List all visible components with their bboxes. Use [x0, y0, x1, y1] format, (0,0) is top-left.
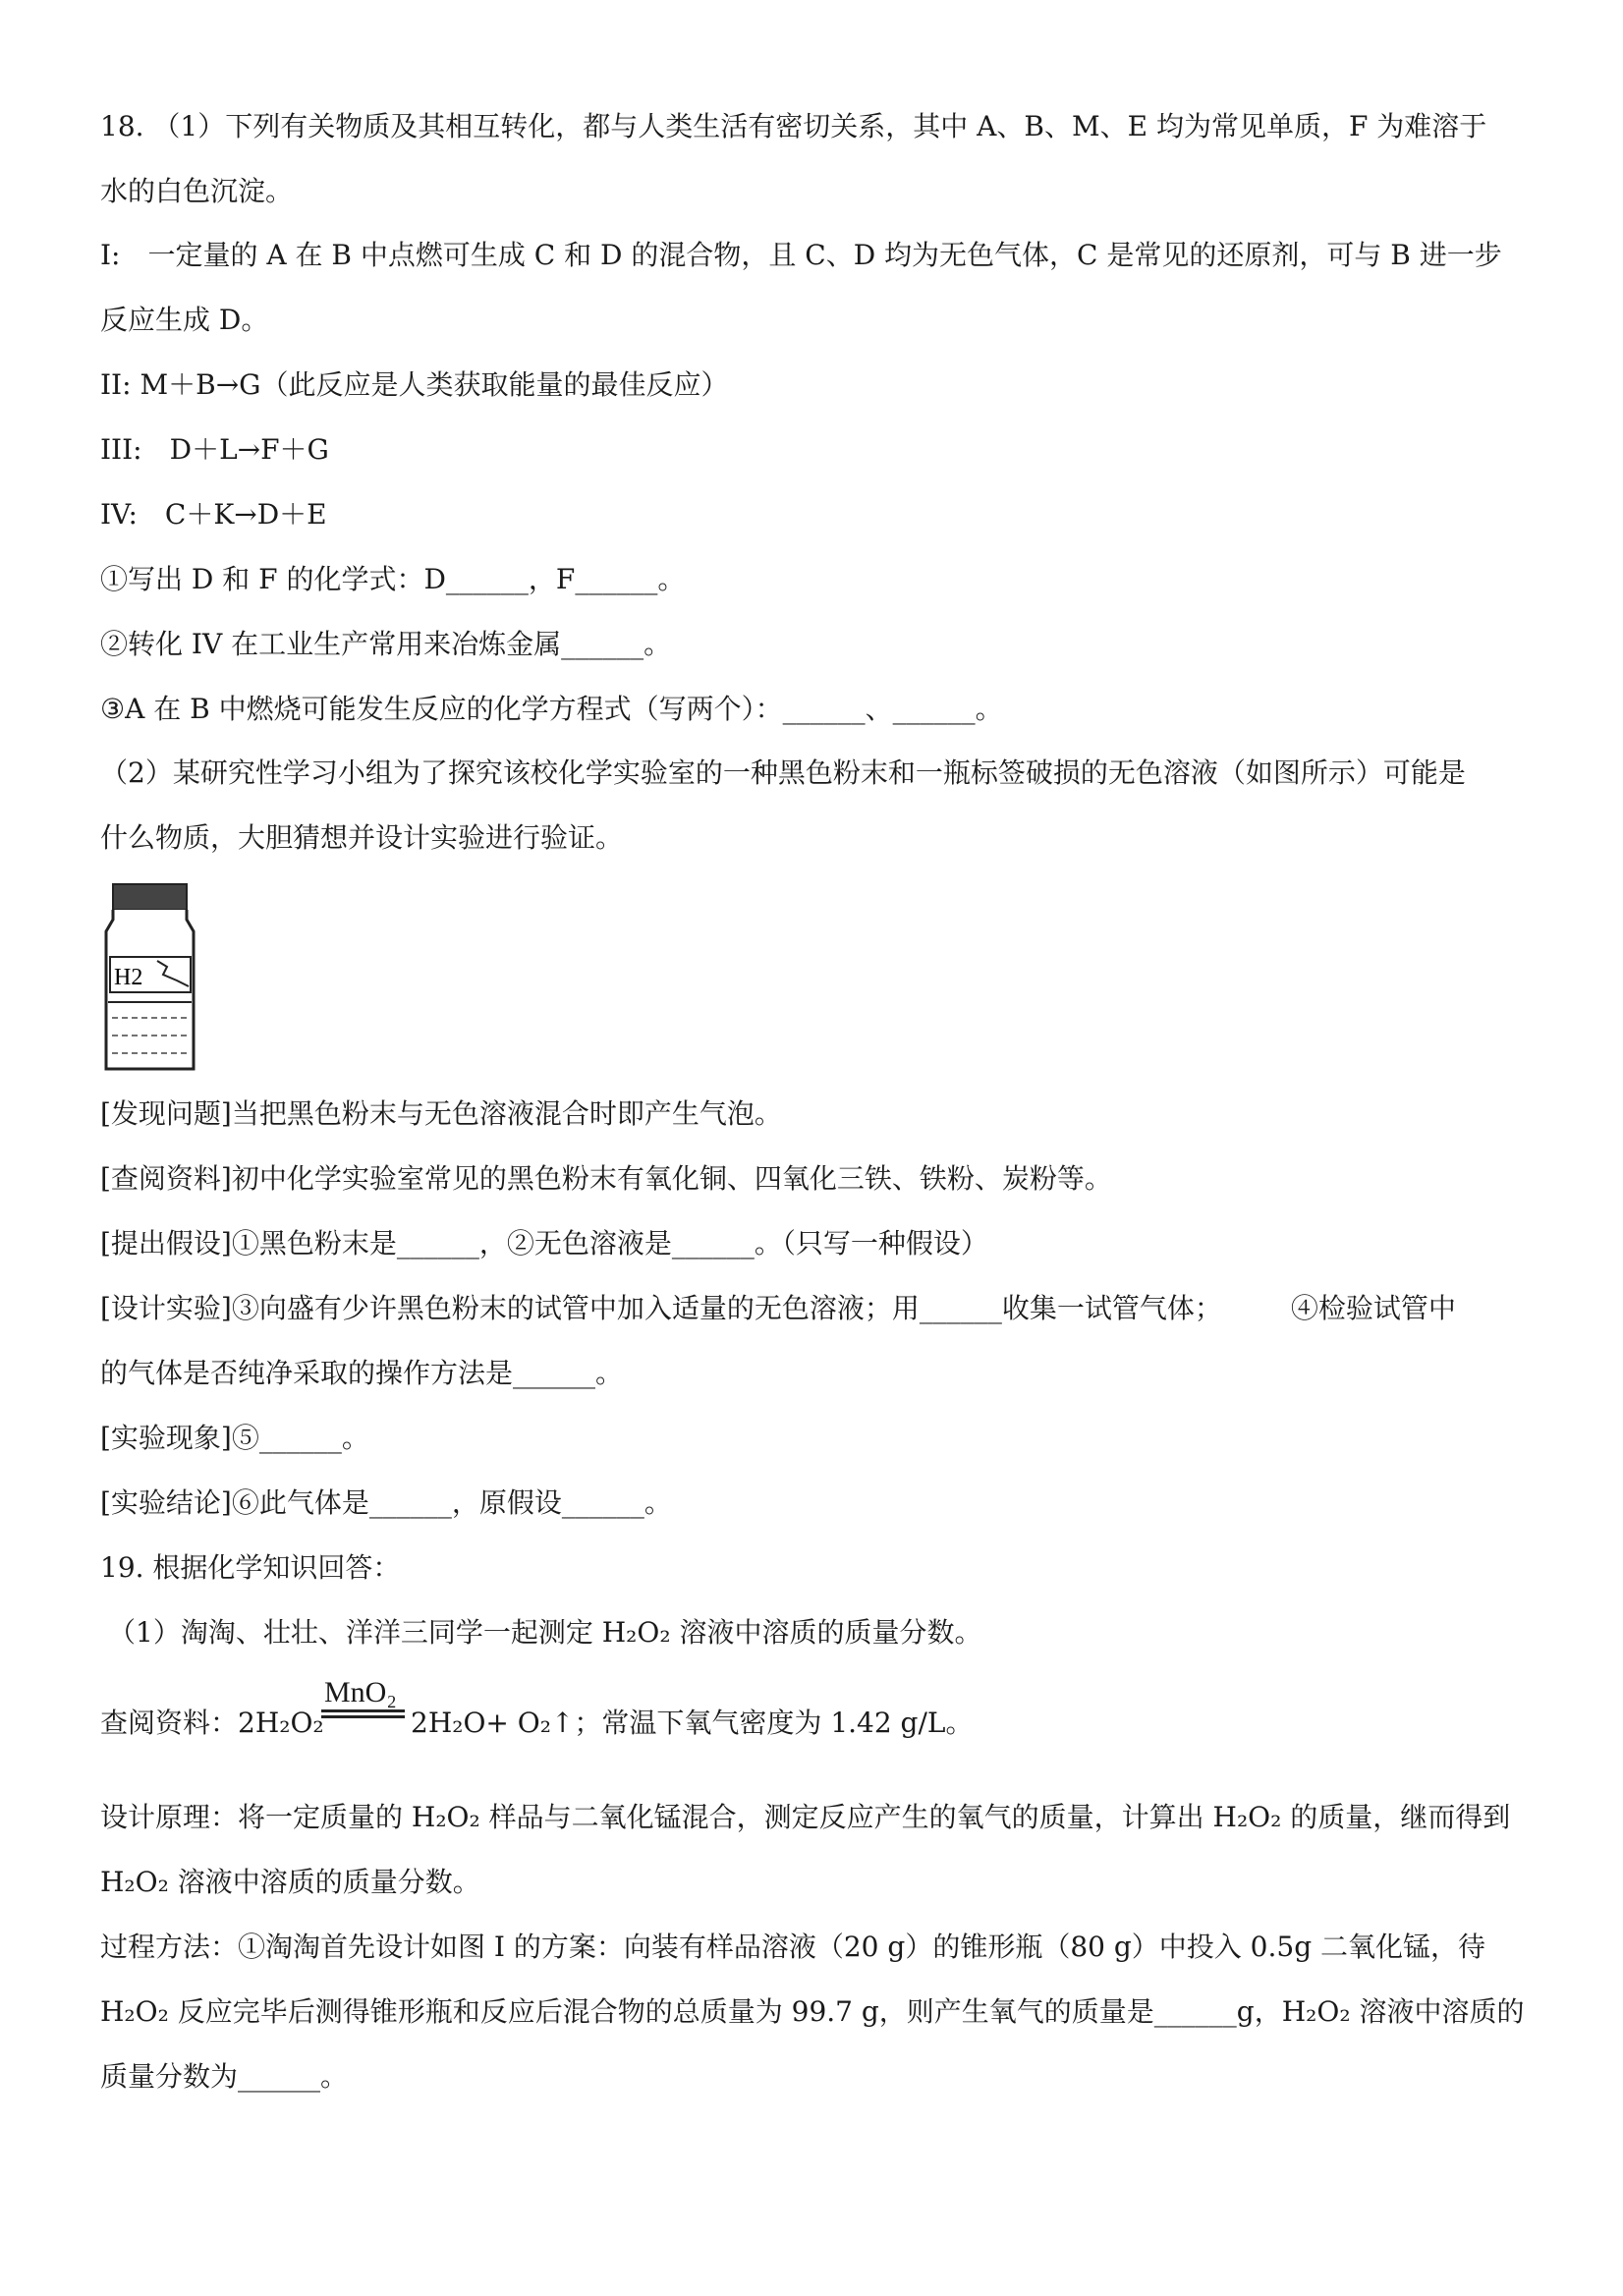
q18-sub3: ③A 在 B 中燃烧可能发生反应的化学方程式（写两个）：______、______。 [100, 693, 1003, 725]
equation-bar-bottom [321, 1715, 405, 1718]
q18-step-i-line1: I: 一定量的 A 在 B 中点燃可生成 C 和 D 的混合物，且 C、D 均为无色气体，C 是常见的还原剂，可与 B 进一步 [100, 239, 1502, 271]
q18-intro-line1: 18. （1）下列有关物质及其相互转化，都与人类生活有密切关系，其中 A、B、M、E 均为常见单质，F 为难溶于 [100, 110, 1487, 142]
q19-data-prefix: 查阅资料：2H₂O₂ [100, 1707, 324, 1739]
q18-part2-line1: （2）某研究性学习小组为了探究该校化学实验室的一种黑色粉末和一瓶标签破损的无色溶液（如图所示）可能是 [100, 756, 1466, 789]
q18-find-problem: [发现问题]当把黑色粉末与无色溶液混合时即产生气泡。 [100, 1097, 782, 1130]
q18-step-i-line2: 反应生成 D。 [100, 304, 269, 336]
q19-design-line1: 设计原理：将一定质量的 H₂O₂ 样品与二氧化锰混合，测定反应产生的氧气的质量，计算出 H₂O₂ 的质量，继而得到 [100, 1801, 1511, 1833]
q18-consult: [查阅资料]初中化学实验室常见的黑色粉末有氧化铜、四氧化三铁、铁粉、炭粉等。 [100, 1162, 1112, 1195]
q19-design-line2: H₂O₂ 溶液中溶质的质量分数。 [100, 1866, 480, 1898]
q18-step-iv: IV: C＋K→D＋E [100, 498, 327, 531]
bottle-stopper [113, 884, 187, 910]
q19-part1: （1）淘淘、壮壮、洋洋三同学一起测定 H₂O₂ 溶液中溶质的质量分数。 [108, 1616, 982, 1649]
q18-phenomenon: [实验现象]⑤______。 [100, 1422, 369, 1454]
q18-hypothesis: [提出假设]①黑色粉末是______，②无色溶液是______。（只写一种假设） [100, 1227, 988, 1260]
q18-design-line1: [设计实验]③向盛有少许黑色粉末的试管中加入适量的无色溶液；用______收集一试管气体； ④检验试管中 [100, 1292, 1456, 1324]
q18-design-line2: 的气体是否纯净采取的操作方法是______。 [100, 1357, 624, 1389]
q18-sub1: ①写出 D 和 F 的化学式：D______，F______。 [100, 563, 686, 595]
catalyst-label: MnO₂ [324, 1676, 397, 1708]
q18-part2-line2: 什么物质，大胆猜想并设计实验进行验证。 [100, 821, 624, 854]
q18-conclusion: [实验结论]⑥此气体是______，原假设______。 [100, 1486, 672, 1519]
equation-bar-top [321, 1709, 405, 1712]
q19-title: 19. 根据化学知识回答： [100, 1551, 401, 1584]
bottle-label-text: H2 [114, 965, 143, 990]
q19-data-suffix: 2H₂O+ O₂↑；常温下氧气密度为 1.42 g/L。 [411, 1707, 974, 1739]
q19-process-line1: 过程方法：①淘淘首先设计如图 I 的方案：向装有样品溶液（20 g）的锥形瓶（80 g）中投入 0.5g 二氧化锰，待 [100, 1931, 1486, 1963]
reagent-bottle-figure [98, 880, 201, 1077]
q18-sub2: ②转化 IV 在工业生产常用来冶炼金属______。 [100, 628, 672, 660]
q19-process-line2: H₂O₂ 反应完毕后测得锥形瓶和反应后混合物的总质量为 99.7 g，则产生氧气的质量是______g，H₂O₂ 溶液中溶质的 [100, 1995, 1525, 2028]
q18-intro-line2: 水的白色沉淀。 [100, 175, 294, 207]
q18-step-iii: III: D＋L→F＋G [100, 433, 329, 466]
q18-step-ii: II: M＋B→G（此反应是人类获取能量的最佳反应） [100, 368, 729, 401]
q19-process-line3: 质量分数为______。 [100, 2060, 349, 2093]
